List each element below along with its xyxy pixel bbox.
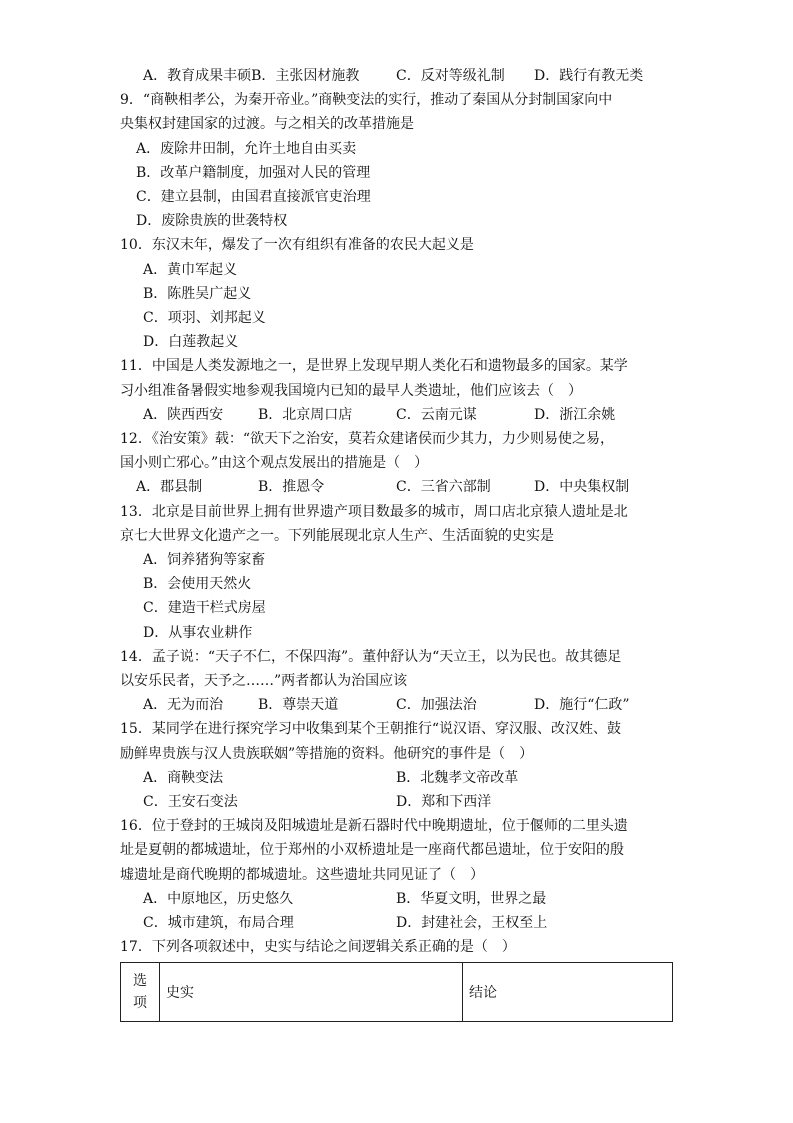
q16-option-a: A．中原地区，历史悠久 (143, 891, 294, 907)
q14-option-a: A．无为而治 (143, 697, 224, 713)
q10-option-b: B．陈胜吴广起义 (143, 286, 252, 302)
q15-stem-line-1: 15．某同学在进行探究学习中收集到某个王朝推行“说汉语、穿汉服、改汉姓、鼓 (120, 721, 621, 737)
q10-option-d: D．白莲教起义 (143, 334, 239, 350)
q16-option-b: B．华夏文明，世界之最 (396, 891, 547, 907)
q11-option-c: C．云南元谋 (396, 407, 477, 423)
q10-option-c: C．项羽、刘邦起义 (143, 310, 266, 326)
q13-option-c: C．建造干栏式房屋 (143, 600, 266, 616)
q15-option-c: C．王安石变法 (143, 794, 238, 810)
q12-option-d: D．中央集权制 (534, 479, 630, 495)
q13-option-a: A．饲养猪狗等家畜 (143, 552, 266, 568)
q12-stem-line-1: 12．《治安策》载：“欲天下之治安，莫若众建诸侯而少其力，力少则易使之易， (120, 431, 614, 447)
q14-option-c: C．加强法治 (396, 697, 477, 713)
q16-stem-line-3: 墟遗址是商代晚期的都城遗址。这些遗址共同见证了（ ） (120, 867, 484, 883)
q17-stem: 17．下列各项叙述中，史实与结论之间逻辑关系正确的是（ ） (120, 939, 516, 955)
q15-option-b: B．北魏孝文帝改革 (396, 770, 519, 786)
q12-option-a: A．郡县制 (136, 479, 203, 495)
q14-stem-line-1: 14．孟子说：“天子不仁，不保四海”。董仲舒认为“天立王，以为民也。故其德足 (120, 649, 622, 665)
table-header-option: 选项 (121, 963, 160, 1022)
q15-option-a: A．商鞅变法 (143, 770, 224, 786)
q11-option-d: D．浙江余姚 (534, 407, 616, 423)
q13-option-b: B．会使用天然火 (143, 576, 252, 592)
q16-stem-line-1: 16．位于登封的王城岗及阳城遗址是新石器时代中晚期遗址，位于偃师的二里头遗 (120, 818, 628, 834)
table-header-fact: 史实 (160, 963, 463, 1022)
q14-stem-line-2: 以安乐民者，天予之……”两者都认为治国应该 (120, 673, 408, 689)
q15-stem-line-2: 励鲜卑贵族与汉人贵族联姻”等措施的资料。他研究的事件是（ ） (120, 746, 534, 762)
q16-option-d: D．封建社会，王权至上 (396, 915, 548, 931)
q14-option-d: D．施行“仁政” (534, 697, 630, 713)
q13-stem-line-2: 京七大世界文化遗产之一。下列能展现北京人生产、生活面貌的史实是 (120, 528, 554, 544)
q9-stem-line-2: 央集权封建国家的过渡。与之相关的改革措施是 (120, 116, 414, 132)
q11-stem-line-2: 习小组准备暑假实地参观我国境内已知的最早人类遗址，他们应该去（ ） (120, 383, 582, 399)
q13-stem-line-1: 13．北京是目前世界上拥有世界遗产项目数最多的城市，周口店北京猿人遗址是北 (120, 504, 628, 520)
q8-option-ab: A．教育成果丰硕B．主张因材施教 (143, 68, 360, 84)
table-header-conclusion: 结论 (463, 963, 673, 1022)
q17-table (120, 962, 673, 1022)
q9-stem-line-1: 9．“商鞅相孝公，为秦开帝业。”商鞅变法的实行，推动了秦国从分封制国家向中 (120, 92, 613, 108)
q11-option-b: B．北京周口店 (258, 407, 353, 423)
q15-option-d: D．郑和下西洋 (396, 794, 492, 810)
q12-stem-line-2: 国小则亡邪心。”由这个观点发展出的措施是（ ） (120, 455, 429, 471)
q9-option-c: C．建立县制，由国君直接派官吏治理 (136, 189, 371, 205)
q9-option-a: A．废除井田制，允许土地自由买卖 (136, 141, 357, 157)
table-header-row (121, 963, 673, 1022)
q10-option-a: A．黄巾军起义 (143, 262, 238, 278)
q11-option-a: A．陕西西安 (143, 407, 224, 423)
q10-stem: 10．东汉末年，爆发了一次有组织有准备的农民大起义是 (120, 237, 474, 253)
q8-option-d: D．践行有教无类 (534, 68, 644, 84)
q9-option-b: B．改革户籍制度，加强对人民的管理 (136, 165, 371, 181)
q12-option-b: B．推恩令 (258, 479, 325, 495)
q11-stem-line-1: 11．中国是人类发源地之一，是世界上发现早期人类化石和遗物最多的国家。某学 (120, 358, 628, 374)
q8-option-c: C．反对等级礼制 (396, 68, 505, 84)
q13-option-d: D．从事农业耕作 (143, 625, 253, 641)
q14-option-b: B．尊崇天道 (258, 697, 339, 713)
q16-stem-line-2: 址是夏朝的都城遗址，位于郑州的小双桥遗址是一座商代都邑遗址，位于安阳的殷 (120, 842, 624, 858)
q12-option-c: C．三省六部制 (396, 479, 491, 495)
q9-option-d: D．废除贵族的世袭特权 (136, 213, 288, 229)
q16-option-c: C．城市建筑，布局合理 (143, 915, 294, 931)
